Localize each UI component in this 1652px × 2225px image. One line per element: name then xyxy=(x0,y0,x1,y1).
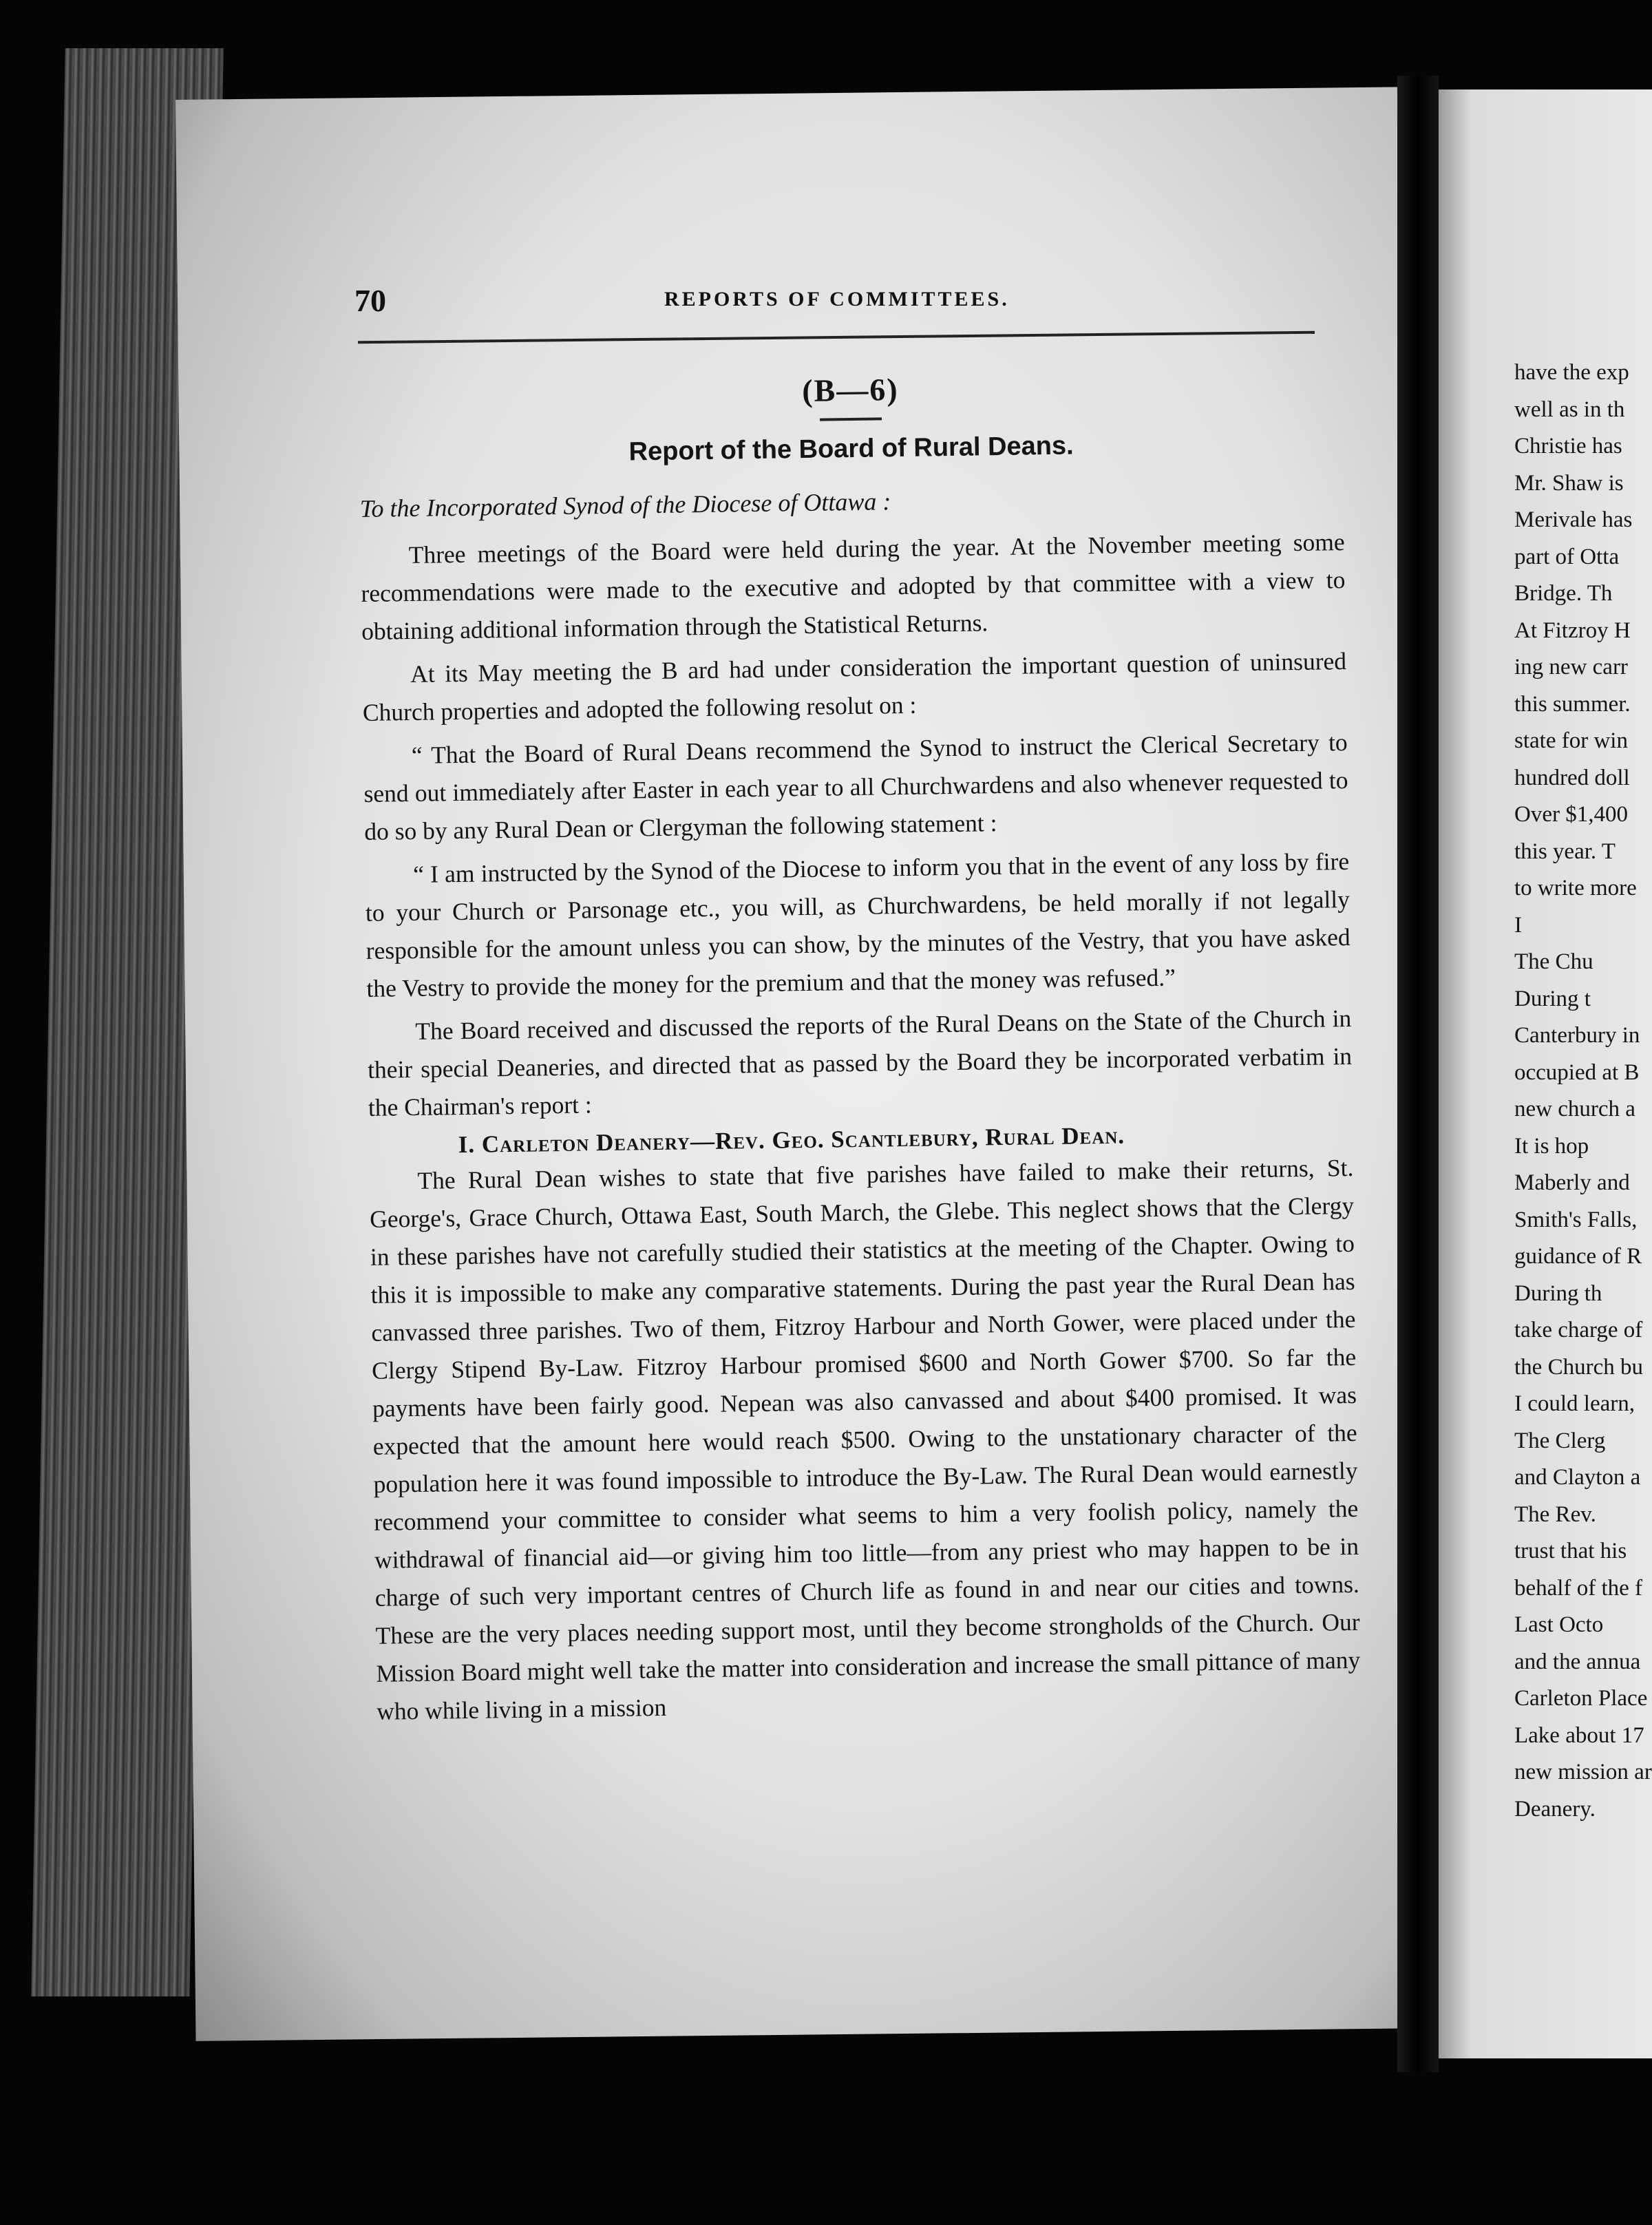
right-page-line: Maberly and xyxy=(1514,1170,1630,1195)
right-page-line: Carleton Place xyxy=(1514,1686,1648,1711)
section-code: (B—6) xyxy=(801,372,899,408)
right-page-line: this summer. xyxy=(1514,691,1631,717)
right-page-line: ing new carr xyxy=(1514,655,1628,679)
salutation: To the Incorporated Synod of the Diocese of Ottawa : xyxy=(359,487,891,523)
right-page-line: Last Octo xyxy=(1514,1612,1604,1637)
right-page-line: The Clerg xyxy=(1514,1428,1606,1453)
right-page-line: and the annua xyxy=(1514,1649,1641,1674)
right-page-line: I xyxy=(1514,912,1522,938)
right-page-line: The Chu xyxy=(1514,949,1593,974)
right-page-line: and Clayton a xyxy=(1514,1465,1641,1490)
right-page-line: Merivale has xyxy=(1514,507,1633,532)
running-head: REPORTS OF COMMITTEES. xyxy=(664,288,1010,310)
deanery-paragraph: The Rural Dean wishes to state that five parishes have failed to make their returns, St. George's, Grace Church, Ottawa East, South March, the Glebe. This neglect shows that the Clergy in these parishes have not carefully studied their statistics at the meeting of the Chapter. Owing to this it is impossible to make any comparative statements. During the past year the Rural Dean has canvassed three parishes. Two of them, Fitzroy Harbour and North Gower, were placed under the Clergy Stipend By-Law. Fitzroy Harbour promised $600 and North Gower $700. So far the payments have been fairly good. Nepean was also canvassed and about $400 promised. It was expected that the amount here would reach $500. Owing to the unstationary character of the population here it was found impossible to introduce the By-Law. The Rural Dean would earnestly recommend your committee to consider what seems to him a very foolish policy, namely the withdrawal of financial aid—or giving him too little—from any priest who may happen to be in charge of such very important centres of Church life as found in and near our cities and towns. These are the very places needing support most, until they become strongholds of the Church. Our Mission Board might well take the matter into consideration and increase the small pittance of many who while living in a mission xyxy=(369,1153,1361,1725)
page-header xyxy=(354,282,1318,330)
right-page-line: During th xyxy=(1514,1280,1602,1306)
right-page-line: Smith's Falls, xyxy=(1514,1207,1638,1232)
right-page-line: Christie has xyxy=(1514,434,1622,458)
right-page-line: It is hop xyxy=(1514,1133,1589,1159)
right-page-line: new church a xyxy=(1514,1097,1635,1121)
right-page-line: occupied at B xyxy=(1514,1059,1640,1085)
right-page-line: have the exp xyxy=(1514,360,1629,385)
paragraph: The Board received and discussed the reports of the Rural Deans on the State of the Church in their special Deaneries, and directed that as passed by the Board they be incorporated verbatim in the Chairman's report : xyxy=(367,1004,1353,1121)
paragraph: “ I am instructed by the Synod of the Diocese to inform you that in the event of any loss by fire to your Church or Parsonage etc., you will, as Churchwardens, be held morally if not legally responsible for the amount unless you can show, by the minutes of the Vestry, that you have asked the Vestry to provide the money for the premium and that the money was refused.” xyxy=(365,847,1351,1002)
paragraph: At its May meeting the B ard had under consideration the important question of uninsured Church properties and adopted the following resolut on : xyxy=(362,646,1347,726)
report-body xyxy=(358,358,1362,1736)
right-page-line: During t xyxy=(1514,986,1591,1011)
paragraph: “ That the Board of Rural Deans recommend the Synod to instruct the Clerical Secretary to send out immediately after Easter in each year to all Churchwardens and also whenever requested to do so by any Rural Dean or Clergyman the following statement : xyxy=(363,728,1348,845)
book-gutter xyxy=(1397,76,1439,2072)
right-page-line: Deanery. xyxy=(1514,1796,1596,1822)
right-page-line: I could learn, xyxy=(1514,1391,1635,1416)
deanery-heading: I. Carleton Deanery—Rev. Geo. Scantlebury, Rural Dean. xyxy=(458,1121,1125,1159)
right-page-line: well as in th xyxy=(1514,397,1625,422)
right-page-line: The Rev. xyxy=(1514,1501,1596,1527)
right-page-line: state for win xyxy=(1514,728,1628,753)
right-page-line: part of Otta xyxy=(1514,544,1620,569)
report-title: Report of the Board of Rural Deans. xyxy=(628,431,1074,467)
right-page-line: take charge of xyxy=(1514,1318,1643,1342)
right-page-line: behalf of the f xyxy=(1514,1575,1642,1601)
right-page-line: Lake about 17 xyxy=(1514,1722,1644,1748)
right-page-line: to write more xyxy=(1514,876,1637,900)
page-number: 70 xyxy=(354,283,386,318)
title-rule xyxy=(820,417,882,421)
right-page-line: guidance of R xyxy=(1514,1244,1642,1269)
right-page-line: hundred doll xyxy=(1514,765,1630,790)
right-page-line: Canterbury in xyxy=(1514,1023,1640,1048)
paragraph: Three meetings of the Board were held during the year. At the November meeting some recommendations were made to the executive and adopted by that committee with a view to obtaining additional information through the Statistical Returns. xyxy=(361,528,1346,645)
right-page-line: Bridge. Th xyxy=(1514,581,1613,606)
right-page-line: the Church bu xyxy=(1514,1354,1643,1380)
right-page-line: Over $1,400 xyxy=(1514,802,1628,827)
right-page-line: new mission ar xyxy=(1514,1760,1652,1784)
right-page-line: trust that his xyxy=(1514,1539,1627,1563)
right-page-line: Mr. Shaw is xyxy=(1514,470,1624,496)
right-page-text xyxy=(1514,355,1652,1828)
right-page-line: At Fitzroy H xyxy=(1514,618,1631,643)
right-page-line: this year. T xyxy=(1514,839,1616,864)
